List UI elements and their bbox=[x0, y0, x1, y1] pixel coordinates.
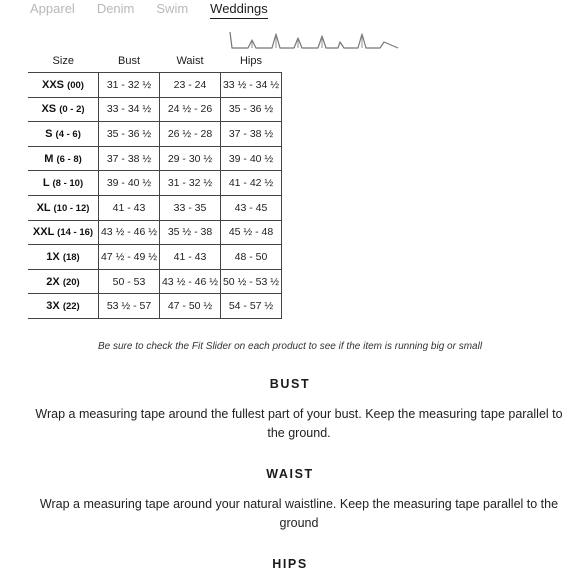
size-cell: L (8 - 10) bbox=[28, 171, 99, 196]
size-cell: XS (0 - 2) bbox=[28, 97, 99, 122]
bust-cell: 35 - 36 ½ bbox=[99, 122, 160, 147]
table-row bbox=[28, 294, 282, 319]
hips-cell: 48 - 50 bbox=[221, 245, 282, 270]
tab-denim[interactable]: Denim bbox=[96, 1, 135, 16]
size-cell: 1X (18) bbox=[28, 245, 99, 270]
waist-cell: 26 ½ - 28 bbox=[160, 122, 221, 147]
size-cell: XXL (14 - 16) bbox=[28, 220, 99, 245]
hips-cell: 54 - 57 ½ bbox=[221, 294, 282, 319]
waist-cell: 33 - 35 bbox=[160, 195, 221, 220]
header-waist: Waist bbox=[176, 55, 204, 67]
bust-cell: 39 - 40 ½ bbox=[99, 171, 160, 196]
hips-cell: 33 ½ - 34 ½ bbox=[221, 73, 282, 98]
hips-cell: 50 ½ - 53 ½ bbox=[221, 269, 282, 294]
hips-cell: 41 - 42 ½ bbox=[221, 171, 282, 196]
waist-cell: 43 ½ - 46 ½ bbox=[160, 269, 221, 294]
waist-cell: 41 - 43 bbox=[160, 245, 221, 270]
waist-cell: 47 - 50 ½ bbox=[160, 294, 221, 319]
header-bust: Bust bbox=[117, 55, 140, 67]
bust-cell: 53 ½ - 57 bbox=[99, 294, 160, 319]
waist-cell: 24 ½ - 26 bbox=[160, 97, 221, 122]
size-chart-table bbox=[28, 50, 282, 319]
dress-silhouettes-sketch-icon bbox=[228, 28, 400, 52]
table-row bbox=[28, 269, 282, 294]
bust-cell: 47 ½ - 49 ½ bbox=[99, 245, 160, 270]
hips-cell: 37 - 38 ½ bbox=[221, 122, 282, 147]
hips-cell: 39 - 40 ½ bbox=[221, 146, 282, 171]
category-tabs bbox=[30, 0, 268, 22]
hips-cell: 35 - 36 ½ bbox=[221, 97, 282, 122]
table-row bbox=[28, 73, 282, 98]
tab-apparel[interactable]: Apparel bbox=[30, 1, 75, 16]
section-heading-waist: WAIST bbox=[266, 467, 314, 481]
size-chart-header-row bbox=[28, 50, 282, 73]
header-size: Size bbox=[52, 55, 74, 67]
table-row bbox=[28, 195, 282, 220]
waist-cell: 23 - 24 bbox=[160, 73, 221, 98]
table-row bbox=[28, 97, 282, 122]
section-heading-bust: BUST bbox=[269, 377, 311, 391]
bust-cell: 31 - 32 ½ bbox=[99, 73, 160, 98]
bust-cell: 41 - 43 bbox=[99, 195, 160, 220]
tab-swim[interactable]: Swim bbox=[156, 1, 189, 16]
waist-cell: 31 - 32 ½ bbox=[160, 171, 221, 196]
table-row bbox=[28, 146, 282, 171]
bust-cell: 50 - 53 bbox=[99, 269, 160, 294]
size-cell: XL (10 - 12) bbox=[28, 195, 99, 220]
size-cell: 3X (22) bbox=[28, 294, 99, 319]
bust-cell: 43 ½ - 46 ½ bbox=[99, 220, 160, 245]
size-cell: 2X (20) bbox=[28, 269, 99, 294]
waist-cell: 35 ½ - 38 bbox=[160, 220, 221, 245]
section-heading-hips: HIPS bbox=[272, 557, 308, 571]
bust-cell: 37 - 38 ½ bbox=[99, 146, 160, 171]
size-cell: XXS (00) bbox=[28, 73, 99, 98]
table-row bbox=[28, 171, 282, 196]
table-row bbox=[28, 220, 282, 245]
table-row bbox=[28, 245, 282, 270]
fit-slider-note: Be sure to check the Fit Slider on each product to see if the item is running big or small bbox=[97, 341, 483, 352]
hips-cell: 45 ½ - 48 bbox=[221, 220, 282, 245]
size-cell: S (4 - 6) bbox=[28, 122, 99, 147]
waist-cell: 29 - 30 ½ bbox=[160, 146, 221, 171]
section-body-bust: Wrap a measuring tape around the fullest part of your bust. Keep the measuring tape parallel to the ground. bbox=[35, 407, 563, 440]
size-cell: M (6 - 8) bbox=[28, 146, 99, 171]
tab-weddings[interactable]: Weddings bbox=[210, 0, 268, 19]
bust-cell: 33 - 34 ½ bbox=[99, 97, 160, 122]
table-row bbox=[28, 122, 282, 147]
header-hips: Hips bbox=[239, 55, 262, 67]
hips-cell: 43 - 45 bbox=[221, 195, 282, 220]
section-body-waist: Wrap a measuring tape around your natural waistline. Keep the measuring tape parallel to the ground bbox=[39, 497, 559, 530]
